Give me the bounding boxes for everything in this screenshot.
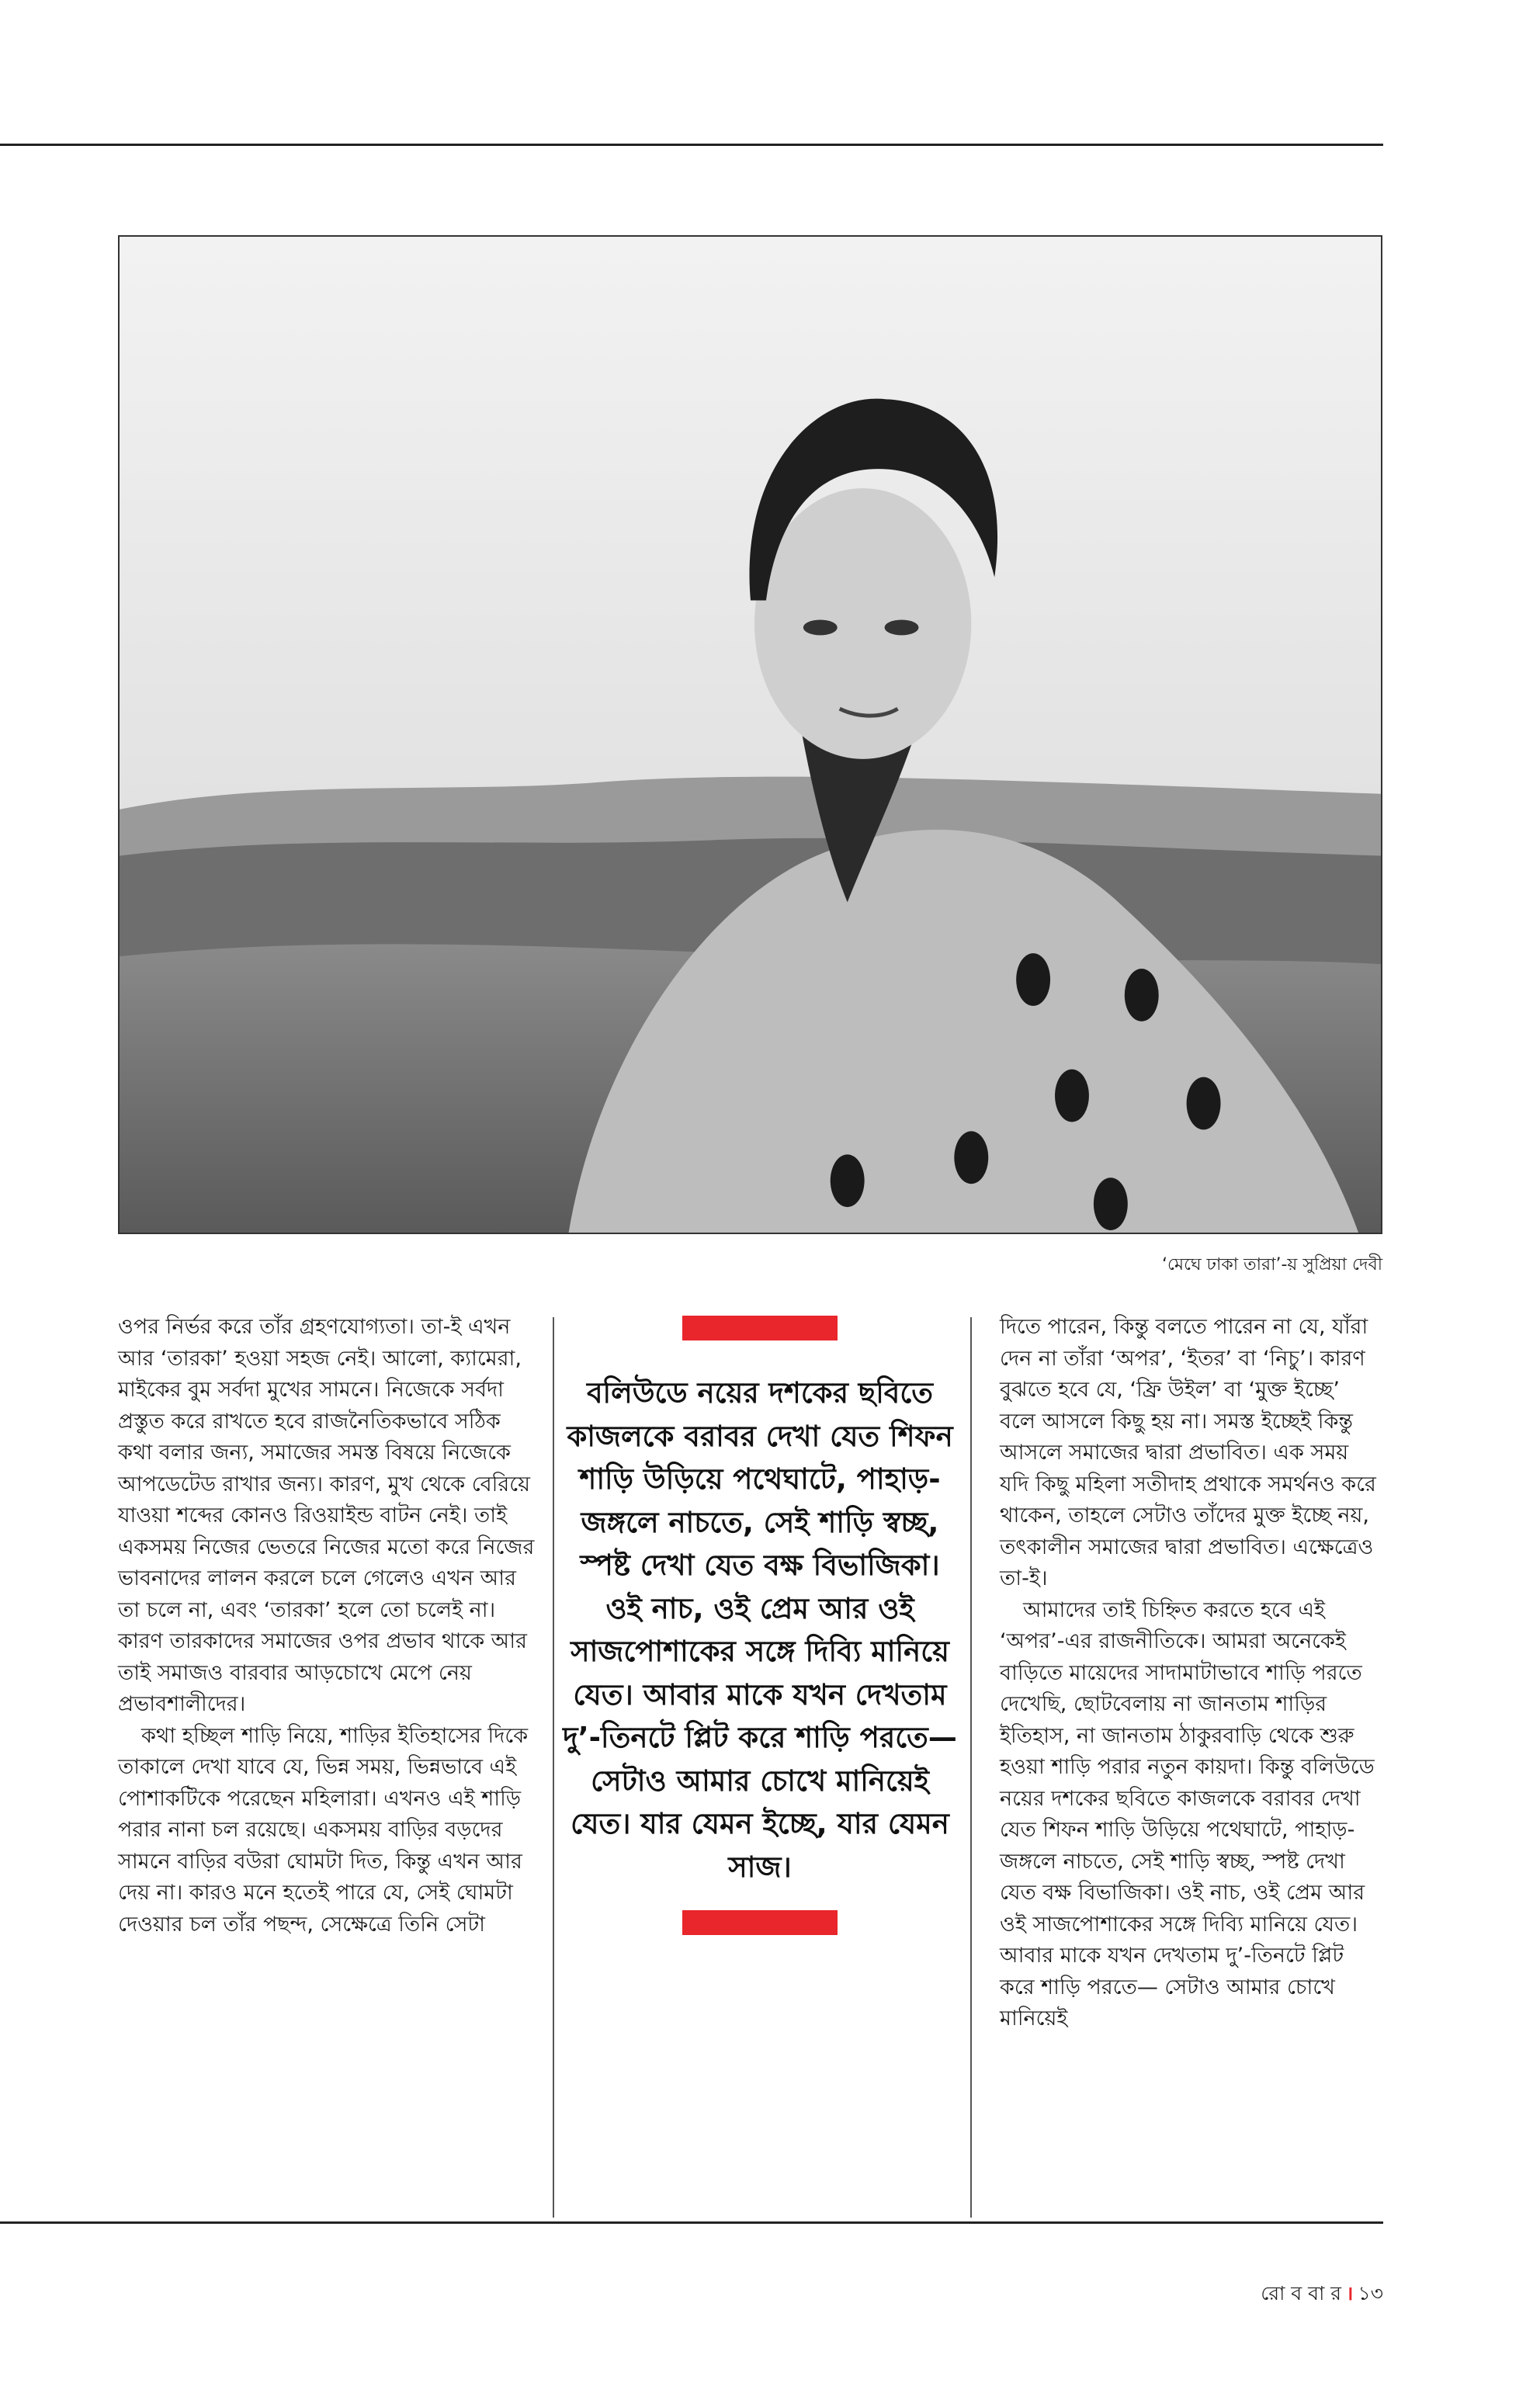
paragraph: আমাদের তাই চিহ্নিত করতে হবে এই ‘অপর’-এর রাজনীতিকে। আমরা অনেকেই বাড়িতে মায়েদের সাদামাটাভাবে শাড়ি পরতে দেখেছি, ছোটবেলায় না জানতাম শাড়ির ইতিহাস, না জানতাম ঠাকুরবাড়ি থেকে শুরু হওয়া শাড়ি পরার নতুন কায়দা। কিন্তু বলিউডে নয়ের দশকের ছবিতে কাজলকে বরাবর দেখা যেত শিফন শাড়ি উড়িয়ে পথেঘাটে, পাহাড়-জঙ্গলে নাচতে, সেই শাড়ি স্বচ্ছ, স্পষ্ট দেখা যেত বক্ষ বিভাজিকা। ওই নাচ, ওই প্রেম আর ওই সাজপোশাকের সঙ্গে দিব্যি মানিয়ে যেত। আবার মাকে যখন দেখতাম দু’-তিনটে প্লিট করে শাড়ি পরতে— সেটাও আমার চোখে মানিয়েই [1000,1597,1375,2031]
article-photo [118,235,1382,1234]
pull-quote-top-bar [682,1316,838,1340]
article-column-right [1000,1312,1380,2035]
photo-caption: ‘মেঘে ঢাকা তারা’-য় সুপ্রিয়া দেবী [1161,1255,1382,1275]
paragraph: ওপর নির্ভর করে তাঁর গ্রহণযোগ্যতা। তা-ই এখন আর ‘তারকা’ হওয়া সহজ নেই। আলো, ক্যামেরা, মাইকের বুম সর্বদা মুখের সামনে। নিজেকে সর্বদা প্রস্তুত করে রাখতে হবে রাজনৈতিকভাবে সঠিক কথা বলার জন্য, সমাজের সমস্ত বিষয়ে নিজেকে আপডেটেড রাখার জন্য। কারণ, মুখ থেকে বেরিয়ে যাওয়া শব্দের কোনও রিওয়াইন্ড বাটন নেই। তাই একসময় নিজের ভেতরে নিজের মতো করে নিজের ভাবনাদের লালন করলে চলে গেলেও এখন আর তা চলে না, এবং ‘তারকা’ হলে তো চলেই না। কারণ তারকাদের সমাজের ওপর প্রভাব থাকে আর তাই সমাজও বারবার আড়চোখে মেপে নেয় প্রভাবশালীদের। [118,1315,535,1716]
footer-separator: । [1346,2282,1354,2305]
paragraph: কথা হচ্ছিল শাড়ি নিয়ে, শাড়ির ইতিহাসের দিকে তাকালে দেখা যাবে যে, ভিন্ন সময়, ভিন্নভাবে এই পোশাকটিকে পরেছেন মহিলারা। এখনও এই শাড়ি পরার নানা চল রয়েছে। একসময় বাড়ির বড়দের সামনে বাড়ির বউরা ঘোমটা দিত, কিন্তু এখন আর দেয় না। কারও মনে হতেই পারে যে, সেই ঘোমটা দেওয়ার চল তাঁর পছন্দ, সেক্ষেত্রে তিনি সেটা [118,1723,529,1937]
paragraph: দিতে পারেন, কিন্তু বলতে পারেন না যে, যাঁরা দেন না তাঁরা ‘অপর’, ‘ইতর’ বা ‘নিচু’। কারণ বুঝতে হবে যে, ‘ফ্রি উইল’ বা ‘মুক্ত ইচ্ছে’ বলে আসলে কিছু হয় না। সমস্ত ইচ্ছেই কিন্তু আসলে সমাজের দ্বারা প্রভাবিত। এক সময় যদি কিছু মহিলা সতীদাহ প্রথাকে সমর্থনও করে থাকেন, তাহলে সেটাও তাঁদের মুক্ত ইচ্ছে নয়, তৎকালীন সমাজের দ্বারা প্রভাবিত। এক্ষেত্রেও তা-ই। [1000,1315,1376,1590]
column-divider [553,1317,554,2218]
page-number: ১৩ [1358,2282,1383,2305]
page-footer [1261,2278,1383,2311]
top-rule [0,144,1383,146]
article-column-left [118,1312,537,1940]
photo-illustration [120,237,1381,1233]
bottom-rule [0,2221,1383,2224]
column-divider [970,1317,972,2218]
pull-quote-text: বলিউডে নয়ের দশকের ছবিতে কাজলকে বরাবর দেখা যেত শিফন শাড়ি উড়িয়ে পথেঘাটে, পাহাড়-জঙ্গলে নাচতে, সেই শাড়ি স্বচ্ছ, স্পষ্ট দেখা যেত বক্ষ বিভাজিকা। ওই নাচ, ওই প্রেম আর ওই সাজপোশাকের সঙ্গে দিব্যি মানিয়ে যেত। আবার মাকে যখন দেখতাম দু’-তিনটে প্লিট করে শাড়ি পরতে— সেটাও আমার চোখে মানিয়েই যেত। যার যেমন ইচ্ছে, যার যেমন সাজ। [563,1376,957,1884]
pull-quote-bottom-bar [682,1910,838,1935]
magazine-name: রো ব বা র [1261,2282,1342,2305]
pull-quote [563,1316,957,1935]
